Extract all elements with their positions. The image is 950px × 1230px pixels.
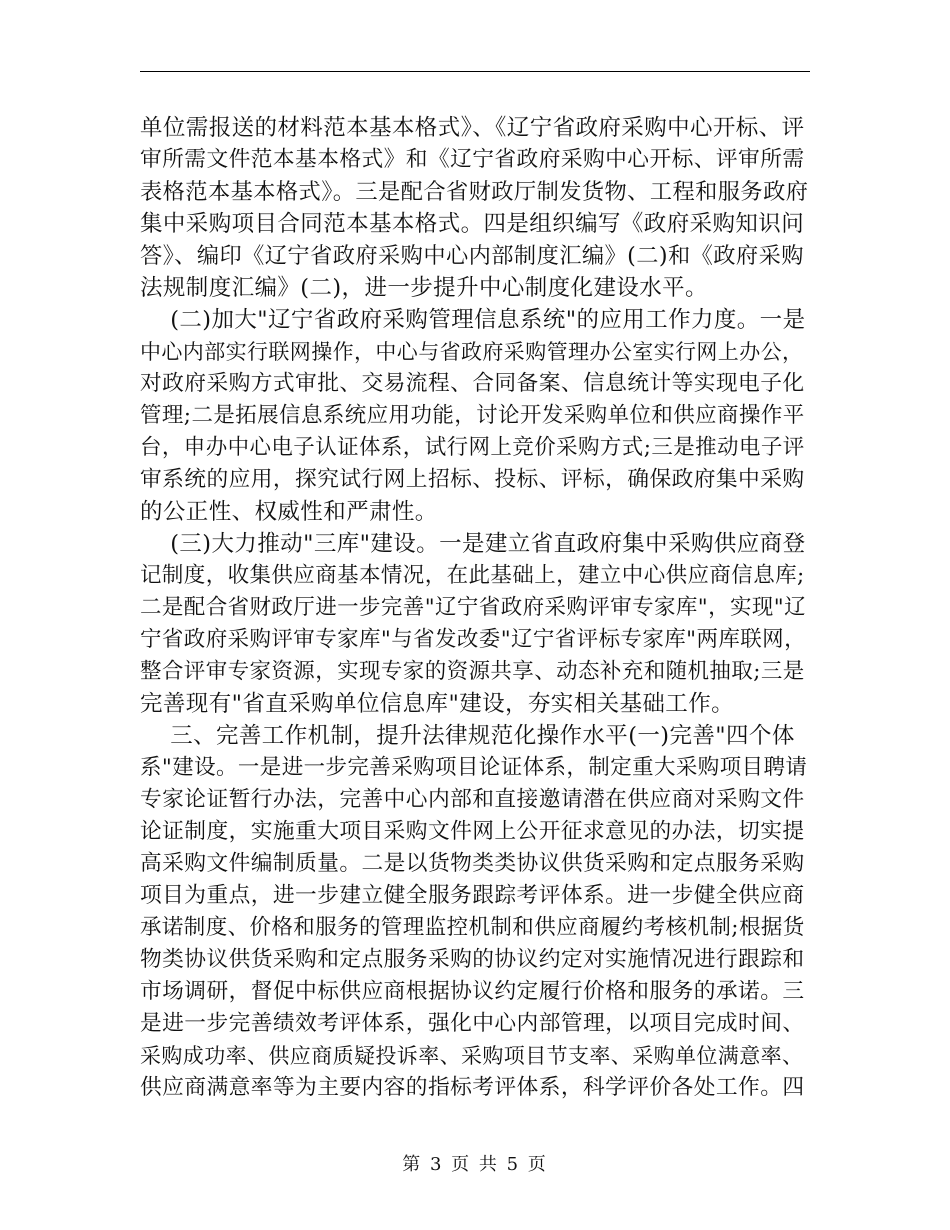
text-line: 市场调研，督促中标供应商根据协议约定履行价格和服务的承诺。三 (140, 979, 805, 1004)
text-line: 系"建设。一是进一步完善采购项目论证体系，制定重大采购项目聘请 (140, 755, 808, 780)
text-line: 单位需报送的材料范本基本格式》、《辽宁省政府采购中心开标、评 (140, 115, 805, 141)
page-number: 第 3 页 共 5 页 (402, 1154, 548, 1175)
text-line: 台，申办中心电子认证体系，试行网上竞价采购方式;三是推动电子评 (140, 435, 805, 460)
text-line: 承诺制度、价格和服务的管理监控机制和供应商履约考核机制;根据货 (140, 915, 805, 940)
text-line: 二是配合省财政厅进一步完善"辽宁省政府采购评审专家库"，实现"辽 (140, 595, 806, 620)
text-line: 审所需文件范本基本格式》和《辽宁省政府采购中心开标、评审所需 (140, 147, 805, 172)
text-line: 审系统的应用，探究试行网上招标、投标、评标，确保政府集中采购 (140, 467, 805, 492)
text-line: (三)大力推动"三库"建设。一是建立省直政府集中采购供应商登 (140, 531, 806, 557)
text-line: 整合评审专家资源，实现专家的资源共享、动态补充和随机抽取;三是 (140, 659, 805, 684)
text-line: 的公正性、权威性和严肃性。 (140, 499, 438, 525)
text-line: 是进一步完善绩效考评体系，强化中心内部管理，以项目完成时间、 (140, 1011, 805, 1036)
text-line: 高采购文件编制质量。二是以货物类类协议供货采购和定点服务采购 (140, 851, 805, 876)
header-rule (140, 71, 810, 72)
text-line: 完善现有"省直采购单位信息库"建设，夯实相关基础工作。 (140, 691, 734, 717)
text-line: 集中采购项目合同范本基本格式。四是组织编写《政府采购知识问 (140, 211, 805, 237)
text-line: 物类协议供货采购和定点服务采购的协议约定对实施情况进行跟踪和 (140, 947, 805, 972)
text-line: 中心内部实行联网操作，中心与省政府采购管理办公室实行网上办公， (140, 340, 804, 364)
text-line: 对政府采购方式审批、交易流程、合同备案、信息统计等实现电子化 (140, 371, 805, 396)
text-line: 答》、编印《辽宁省政府采购中心内部制度汇编》(二)和《政府采购 (140, 243, 804, 269)
text-line: 论证制度，实施重大项目采购文件网上公开征求意见的办法，切实提 (140, 819, 805, 844)
text-line: 供应商满意率等为主要内容的指标考评体系，科学评价各处工作。四 (140, 1075, 805, 1100)
text-line: 项目为重点，进一步建立健全服务跟踪考评体系。进一步健全供应商 (140, 883, 805, 908)
text-line: 记制度，收集供应商基本情况，在此基础上，建立中心供应商信息库; (140, 563, 805, 588)
text-line: 宁省政府采购评审专家库"与省发改委"辽宁省评标专家库"两库联网， (140, 627, 806, 652)
text-line: 专家论证暂行办法，完善中心内部和直接邀请潜在供应商对采购文件 (140, 787, 805, 812)
text-line: 三、完善工作机制，提升法律规范化操作水平(一)完善"四个体 (140, 723, 795, 749)
text-line: 管理;二是拓展信息系统应用功能，讨论开发采购单位和供应商操作平 (140, 403, 805, 428)
text-line: (二)加大"辽宁省政府采购管理信息系统"的应用工作力度。一是 (140, 307, 806, 333)
text-line: 法规制度汇编》(二)，进一步提升中心制度化建设水平。 (140, 275, 708, 301)
text-line: 表格范本基本格式》。三是配合省财政厅制发货物、工程和服务政府 (140, 179, 809, 205)
text-line: 采购成功率、供应商质疑投诉率、采购项目节支率、采购单位满意率、 (140, 1044, 804, 1068)
